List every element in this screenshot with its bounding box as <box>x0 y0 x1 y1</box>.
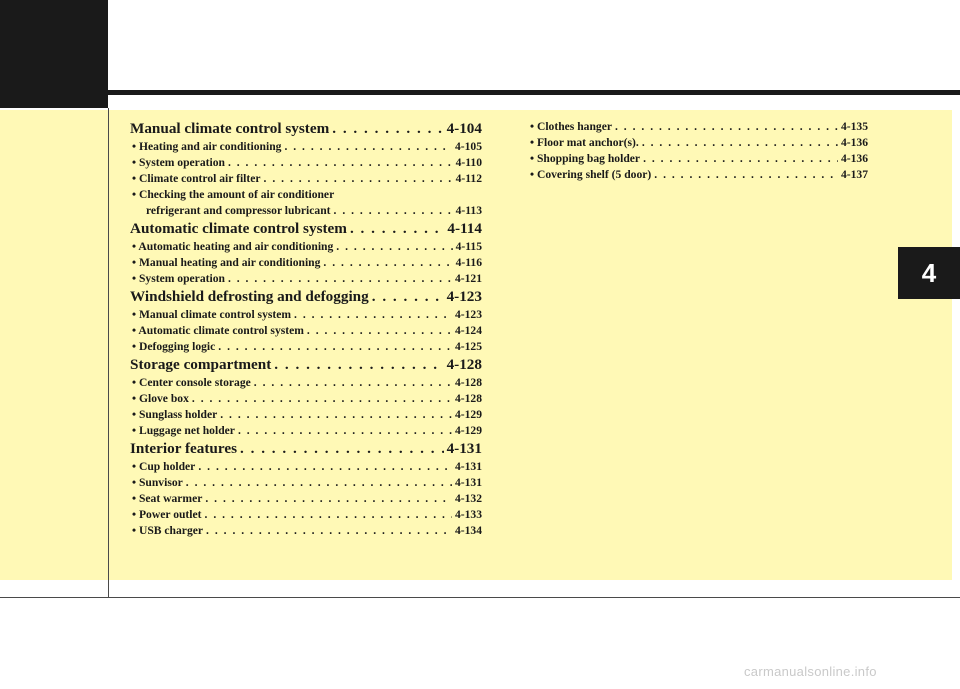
dot-leader <box>240 440 444 458</box>
toc-entry-label: • Cup holder <box>132 460 196 473</box>
dot-leader <box>205 508 452 521</box>
toc-entry[interactable] <box>528 152 868 168</box>
toc-entry[interactable] <box>130 156 482 172</box>
dot-leader <box>220 408 452 421</box>
toc-page-number: 4-135 <box>840 120 868 133</box>
dot-leader <box>334 204 453 217</box>
dot-leader <box>218 340 452 353</box>
toc-column-left <box>130 120 482 540</box>
toc-entry[interactable] <box>130 476 482 492</box>
toc-entry[interactable] <box>528 168 868 184</box>
toc-entry-label: • Power outlet <box>132 508 202 521</box>
toc-page-number: 4-133 <box>454 508 482 521</box>
toc-entry-label: • Automatic climate control system <box>132 324 304 337</box>
toc-page-number: 4-128 <box>454 376 482 389</box>
toc-entry-label: • Sunglass holder <box>132 408 218 421</box>
chapter-tab[interactable]: 4 <box>898 247 960 299</box>
toc-entry-label: • Sunvisor <box>132 476 183 489</box>
toc-entry[interactable] <box>130 324 482 340</box>
toc-entry-label: • Automatic heating and air conditioning <box>132 240 334 253</box>
dot-leader <box>372 288 444 306</box>
toc-page-number: 4-137 <box>840 168 868 181</box>
toc-page-number: 4-123 <box>454 308 482 321</box>
dot-leader <box>274 356 443 374</box>
toc-section[interactable] <box>130 288 482 308</box>
toc-entry-label: • Glove box <box>132 392 189 405</box>
toc-page-number: 4-132 <box>454 492 482 505</box>
header-rule <box>108 90 960 95</box>
toc-entry[interactable] <box>130 524 482 540</box>
toc-entry[interactable] <box>130 272 482 288</box>
toc-page-number: 4-129 <box>454 408 482 421</box>
dot-leader <box>336 240 452 253</box>
toc-page-number: 4-129 <box>454 424 482 437</box>
toc-page-number: 4-104 <box>446 120 482 137</box>
toc-entry[interactable] <box>130 340 482 356</box>
watermark: carmanualsonline.info <box>744 664 877 679</box>
footer-rule <box>0 597 960 598</box>
toc-entry-label: • Climate control air filter <box>132 172 261 185</box>
dot-leader <box>264 172 453 185</box>
dot-leader <box>198 460 452 473</box>
toc-entry[interactable] <box>130 460 482 476</box>
toc-section[interactable] <box>130 356 482 376</box>
toc-page-number: 4-128 <box>454 392 482 405</box>
toc-page-number: 4-121 <box>454 272 482 285</box>
dot-leader <box>228 272 452 285</box>
toc-page-number: 4-131 <box>454 476 482 489</box>
toc-entry[interactable] <box>130 376 482 392</box>
toc-entry-label: Automatic climate control system <box>130 220 347 237</box>
toc-entry-label: • USB charger <box>132 524 204 537</box>
toc-page-number: 4-105 <box>454 140 482 153</box>
toc-entry-label: • Covering shelf (5 door) <box>530 168 652 181</box>
toc-entry[interactable] <box>130 392 482 408</box>
toc-entry-label: • Seat warmer <box>132 492 203 505</box>
toc-page-number: 4-124 <box>454 324 482 337</box>
dot-leader <box>615 120 838 133</box>
toc-page-number: 4-136 <box>840 152 868 165</box>
dot-leader <box>350 220 444 238</box>
toc-entry-label: • Heating and air conditioning <box>132 140 282 153</box>
toc-entry[interactable] <box>130 508 482 524</box>
toc-section[interactable] <box>130 120 482 140</box>
dot-leader <box>284 140 451 153</box>
dot-leader <box>254 376 452 389</box>
toc-entry-label: • Shopping bag holder <box>530 152 641 165</box>
dot-leader <box>238 424 452 437</box>
toc-entry-label: • Center console storage <box>132 376 251 389</box>
toc-entry-label: • System operation <box>132 156 225 169</box>
dot-leader <box>186 476 452 489</box>
dot-leader <box>205 492 452 505</box>
toc-entry-label: Windshield defrosting and defogging <box>130 288 369 305</box>
toc-entry-label: • System operation <box>132 272 225 285</box>
toc-entry[interactable] <box>528 120 868 136</box>
toc-entry[interactable] <box>130 256 482 272</box>
toc-page-number: 4-131 <box>446 440 482 457</box>
dot-leader <box>307 324 452 337</box>
toc-entry-label: • Checking the amount of air conditioner <box>132 188 335 201</box>
toc-page-number: 4-116 <box>455 256 482 269</box>
toc-entry[interactable] <box>130 492 482 508</box>
dot-leader <box>228 156 453 169</box>
toc-entry-label: Manual climate control system <box>130 120 330 137</box>
toc-page-number: 4-125 <box>454 340 482 353</box>
toc-page-number: 4-128 <box>446 356 482 373</box>
toc-entry-label: • Clothes hanger <box>530 120 612 133</box>
toc-page-number: 4-113 <box>455 204 482 217</box>
dot-leader <box>206 524 452 537</box>
toc-entry-label: Storage compartment <box>130 356 272 373</box>
toc-entry[interactable] <box>130 240 482 256</box>
toc-entry-label: • Manual climate control system <box>132 308 292 321</box>
toc-page-number: 4-115 <box>455 240 482 253</box>
toc-entry[interactable] <box>130 408 482 424</box>
toc-entry-label: • Luggage net holder <box>132 424 235 437</box>
toc-page-number: 4-110 <box>455 156 482 169</box>
toc-entry-label: • Manual heating and air conditioning <box>132 256 321 269</box>
dot-leader <box>323 256 452 269</box>
toc-entry[interactable] <box>130 308 482 324</box>
toc-page-number: 4-131 <box>454 460 482 473</box>
dot-leader <box>192 392 452 405</box>
toc-entry-label: Interior features <box>130 440 237 457</box>
margin-rule <box>108 108 109 598</box>
dot-leader <box>332 120 443 138</box>
toc-entry[interactable] <box>130 424 482 440</box>
dot-leader <box>642 136 838 149</box>
toc-page-number: 4-114 <box>447 220 482 237</box>
dot-leader <box>643 152 838 165</box>
toc-entry[interactable] <box>130 204 482 220</box>
toc-page-number: 4-112 <box>455 172 482 185</box>
toc-section[interactable] <box>130 220 482 240</box>
toc-page-number: 4-136 <box>840 136 868 149</box>
toc-section[interactable] <box>130 440 482 460</box>
toc-entry[interactable] <box>130 140 482 156</box>
toc-entry[interactable] <box>130 172 482 188</box>
toc-entry-label: refrigerant and compressor lubricant <box>146 204 331 217</box>
toc-entry-label: • Floor mat anchor(s). <box>530 136 639 149</box>
dot-leader <box>654 168 838 181</box>
corner-block <box>0 0 108 108</box>
dot-leader <box>294 308 452 321</box>
toc-column-right <box>528 120 868 184</box>
toc-entry-label: • Defogging logic <box>132 340 216 353</box>
toc-page-number: 4-134 <box>454 524 482 537</box>
toc-entry[interactable] <box>528 136 868 152</box>
toc-page-number: 4-123 <box>446 288 482 305</box>
